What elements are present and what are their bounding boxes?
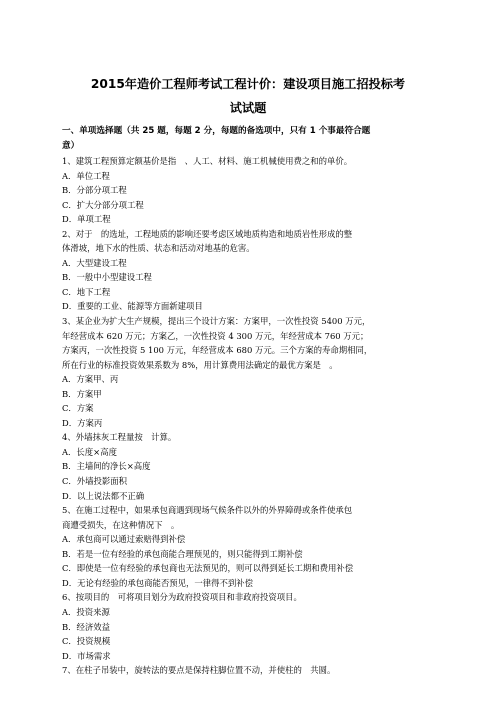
question-list (62, 154, 434, 678)
answer-option: A．大型建设工程 (62, 257, 127, 268)
option-list (62, 532, 434, 590)
question-text-line: 方案丙，一次性投资 5 100 万元，年经营成本 680 万元。三个方案的寿命期相同， (62, 345, 373, 356)
title-line-1: 2015年造价工程师考试工程计价：建设项目施工招投标考 (90, 77, 406, 91)
answer-option: C．方案 (62, 403, 94, 414)
option-list (62, 372, 434, 430)
answer-option: D．无论有经验的承包商能否预见，一律得不到补偿 (62, 577, 253, 588)
option-list (62, 169, 434, 227)
answer-option: B．一般中小型建设工程 (62, 272, 152, 283)
answer-option: B．经济效益 (62, 621, 111, 632)
answer-option: C．即使是一位有经验的承包商也无法预见的，则可以得到延长工期和费用补偿 (62, 563, 354, 574)
question-text-line: 3、某企业为扩大生产规模，提出三个设计方案：方案甲，一次性投资 5400 万元， (62, 316, 371, 327)
answer-option: D．市场需求 (62, 650, 111, 661)
question-text-line: 6、按项目的 可将项目划分为政府投资项目和非政府投资项目。 (62, 592, 302, 603)
answer-option: A．单位工程 (62, 170, 110, 181)
answer-option: C．外墙投影面积 (62, 476, 128, 487)
option-list (62, 256, 434, 314)
question-stem (62, 154, 434, 169)
question-text-line: 体滑坡，地下水的性质、状态和活动对地基的危害。 (62, 243, 255, 254)
question-item (62, 503, 434, 590)
answer-option: C．地下工程 (62, 286, 111, 297)
question-stem (62, 503, 434, 532)
answer-option: A．长度×高度 (62, 446, 117, 457)
answer-option: B．分部分项工程 (62, 185, 127, 196)
question-text-line: 所在行业的标准投资效果系数为 8%，用计算费用法确定的最优方案是 。 (62, 359, 338, 370)
section-heading (62, 124, 434, 154)
question-item (62, 227, 434, 314)
answer-option: B．主墙间的净长×高度 (62, 461, 151, 472)
question-text-line: 年经营成本 620 万元；方案乙，一次性投资 4 300 万元，年经营成本 760 万元； (62, 330, 369, 341)
question-item (62, 590, 434, 663)
option-list (62, 605, 434, 663)
question-stem (62, 663, 434, 678)
answer-option: D．重要的工业、能源等方面新建项目 (62, 301, 203, 312)
answer-option: D．方案丙 (62, 417, 103, 428)
answer-option: D．单项工程 (62, 214, 111, 225)
question-stem (62, 314, 434, 372)
question-item (62, 154, 434, 227)
question-text-line: 1、建筑工程预算定额基价是指 、人工、材料、施工机械使用费之和的单价。 (62, 156, 353, 166)
option-list (62, 445, 434, 503)
section-heading-line-2: 意） (62, 141, 80, 151)
question-item (62, 663, 434, 678)
section-heading-line-1: 一、单项选择题（共 25 题，每题 2 分，每题的备选项中，只有 1 个事最符合题 (62, 126, 371, 136)
question-text-line: 商遭受损失，在这种情况下 。 (62, 519, 180, 530)
answer-option: B．方案甲 (62, 388, 102, 399)
question-text-line: 2、对于 的选址，工程地质的影响还要考虑区域地质构造和地质岩性形成的整 (62, 228, 353, 239)
answer-option: B．若是一位有经验的承包商能合理预见的，则只能得到工期补偿 (62, 548, 303, 559)
title-line-2: 试试题 (229, 101, 267, 115)
question-item (62, 314, 434, 430)
question-item (62, 430, 434, 503)
document-page (62, 72, 434, 678)
answer-option: C．扩大分部分项工程 (62, 199, 144, 210)
answer-option: A．方案甲、丙 (62, 374, 119, 385)
question-stem (62, 227, 434, 256)
answer-option: A．承包商可以通过索赔得到补偿 (62, 534, 186, 545)
answer-option: A．投资来源 (62, 606, 110, 617)
question-stem (62, 590, 434, 605)
question-text-line: 5、在施工过程中，如果承包商遇到现场气候条件以外的外界障碍或条件使承包 (62, 505, 353, 516)
question-text-line: 4、外墙抹灰工程量按 计算。 (62, 432, 177, 443)
question-text-line: 7、在柱子吊装中，旋转法的要点是保持柱脚位置不动，并使柱的 共圆。 (62, 665, 336, 676)
question-stem (62, 430, 434, 445)
answer-option: C．投资规模 (62, 636, 111, 647)
document-title (62, 72, 434, 120)
answer-option: D．以上说法都不正确 (62, 490, 145, 501)
